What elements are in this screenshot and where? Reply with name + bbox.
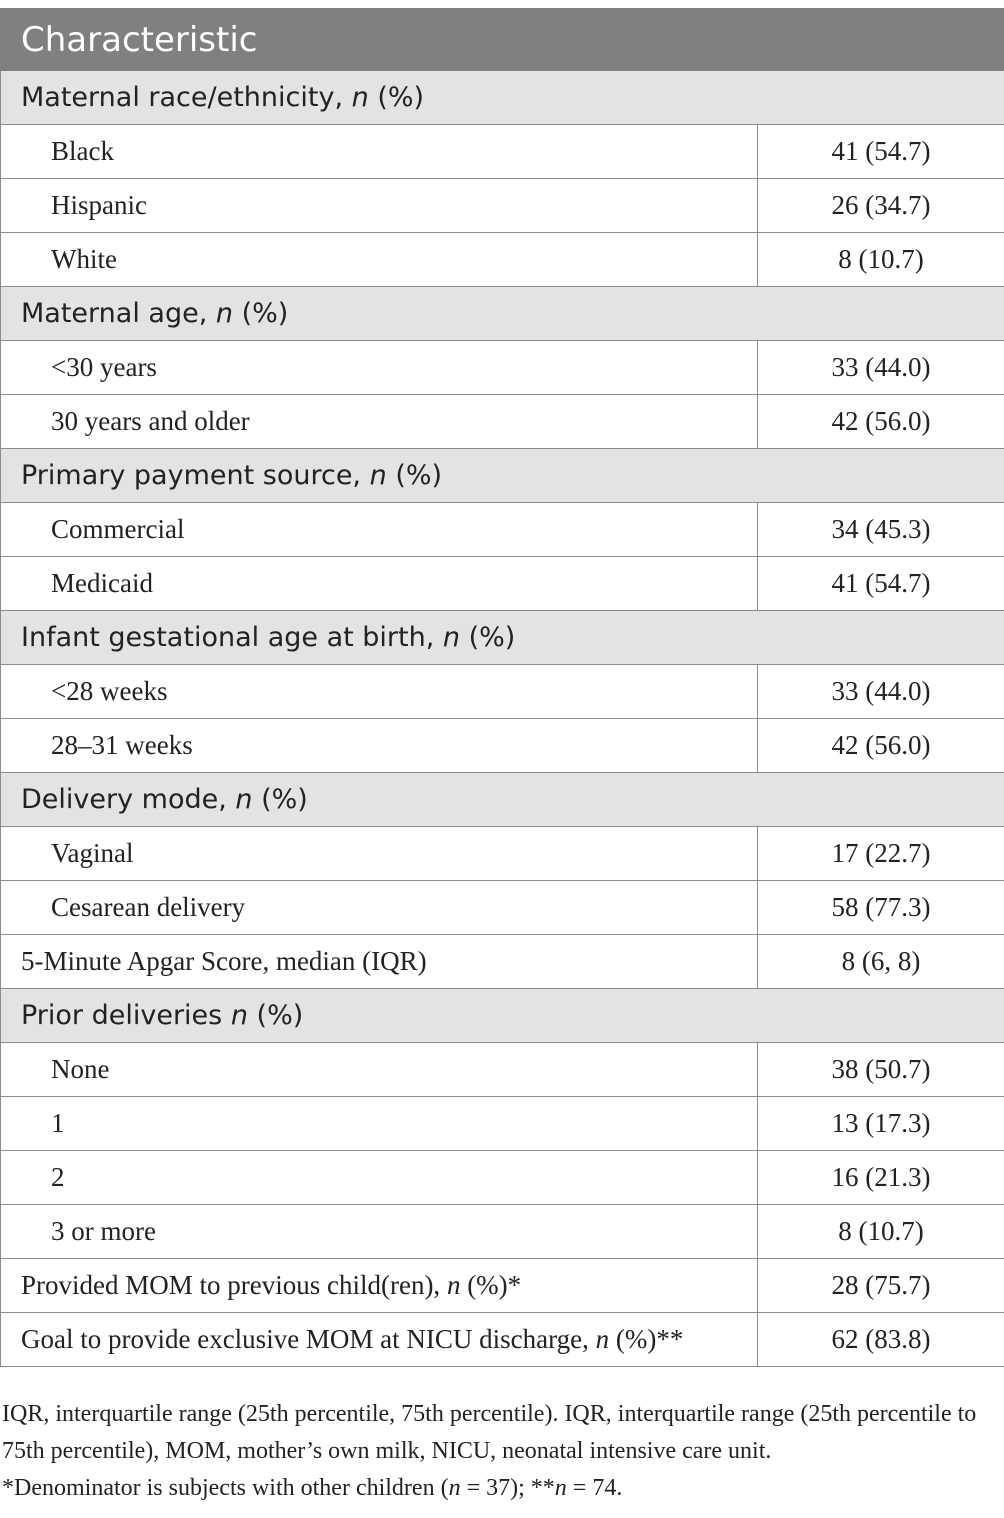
section-row (1, 611, 1004, 665)
table-row (1, 1205, 1004, 1259)
section-label (1, 611, 1004, 665)
row-value: 41 (54.7) (758, 557, 1004, 611)
section-pct: (%) (233, 298, 289, 329)
row-label: 28–31 weeks (1, 719, 758, 773)
section-text: Prior deliveries (21, 1000, 231, 1031)
section-row (1, 449, 1004, 503)
table-row (1, 935, 1004, 989)
row-label: 2 (1, 1151, 758, 1205)
table-row (1, 125, 1004, 179)
section-label (1, 449, 1004, 503)
row-label: Cesarean delivery (1, 881, 758, 935)
section-text: Infant gestational age at birth, (21, 622, 443, 653)
row-value: 33 (44.0) (758, 665, 1004, 719)
row-label-pct: (%)** (609, 1324, 684, 1354)
section-row (1, 773, 1004, 827)
table-row (1, 179, 1004, 233)
row-label: Hispanic (1, 179, 758, 233)
section-label (1, 71, 1004, 125)
row-label: 5-Minute Apgar Score, median (IQR) (1, 935, 758, 989)
footnote-abbreviations: IQR, interquartile range (25th percentile, 75th percentile). IQR, interquartile range (25th percentile to 75th percentile), MOM, mother’s own milk, NICU, neonatal intensive care unit. (2, 1401, 977, 1464)
row-value: 42 (56.0) (758, 719, 1004, 773)
characteristics-table (0, 8, 1004, 1367)
row-value: 8 (10.7) (758, 233, 1004, 287)
row-label: <28 weeks (1, 665, 758, 719)
row-value: 62 (83.8) (758, 1313, 1004, 1367)
row-value: 8 (10.7) (758, 1205, 1004, 1259)
table-header-row (1, 9, 1004, 71)
section-label (1, 773, 1004, 827)
row-value: 34 (45.3) (758, 503, 1004, 557)
row-label: 30 years and older (1, 395, 758, 449)
row-value: 58 (77.3) (758, 881, 1004, 935)
section-n: n (442, 622, 461, 653)
section-n: n (235, 784, 253, 815)
table-row (1, 1097, 1004, 1151)
section-n: n (230, 1000, 248, 1031)
row-value: 16 (21.3) (758, 1151, 1004, 1205)
section-text: Delivery mode, (21, 784, 236, 815)
table-row (1, 233, 1004, 287)
section-n: n (215, 298, 233, 329)
table-row (1, 719, 1004, 773)
section-row (1, 71, 1004, 125)
row-label-pct: (%)* (460, 1270, 522, 1300)
row-value: 8 (6, 8) (758, 935, 1004, 989)
table-row (1, 557, 1004, 611)
footnote-n: n (554, 1475, 567, 1501)
section-text: Primary payment source, (21, 460, 370, 491)
footnote-text: = 37); ** (460, 1475, 555, 1501)
row-label-text: Goal to provide exclusive MOM at NICU discharge, (21, 1324, 596, 1354)
table-row (1, 1313, 1004, 1367)
table-footnote (2, 1396, 1002, 1507)
section-n: n (369, 460, 387, 491)
section-row (1, 989, 1004, 1043)
table-row (1, 665, 1004, 719)
table-row (1, 395, 1004, 449)
section-label (1, 989, 1004, 1043)
row-label: <30 years (1, 341, 758, 395)
section-text: Maternal race/ethnicity, (21, 82, 352, 113)
row-label: Vaginal (1, 827, 758, 881)
row-label-n: n (446, 1270, 461, 1300)
section-pct: (%) (247, 1000, 304, 1031)
row-label: 1 (1, 1097, 758, 1151)
row-label: White (1, 233, 758, 287)
row-value: 28 (75.7) (758, 1259, 1004, 1313)
row-label (1, 1313, 758, 1367)
row-value: 41 (54.7) (758, 125, 1004, 179)
section-pct: (%) (368, 82, 425, 113)
footnote-denominator (2, 1470, 1002, 1507)
section-pct: (%) (460, 622, 516, 653)
row-value: 13 (17.3) (758, 1097, 1004, 1151)
column-header-characteristic: Characteristic (1, 9, 1004, 71)
table-row (1, 341, 1004, 395)
footnote-text: = 74. (566, 1475, 623, 1501)
section-text: Maternal age, (21, 298, 216, 329)
row-value: 38 (50.7) (758, 1043, 1004, 1097)
row-value: 42 (56.0) (758, 395, 1004, 449)
section-label (1, 287, 1004, 341)
row-value: 33 (44.0) (758, 341, 1004, 395)
section-row (1, 287, 1004, 341)
row-label: 3 or more (1, 1205, 758, 1259)
row-label: Black (1, 125, 758, 179)
table-row (1, 503, 1004, 557)
table-row (1, 1151, 1004, 1205)
table-row (1, 881, 1004, 935)
footnote-text: *Denominator is subjects with other children ( (2, 1475, 449, 1501)
section-pct: (%) (252, 784, 308, 815)
row-label-n: n (595, 1324, 610, 1354)
section-pct: (%) (386, 460, 443, 491)
table-row (1, 827, 1004, 881)
row-label-text: Provided MOM to previous child(ren), (21, 1270, 447, 1300)
row-value: 17 (22.7) (758, 827, 1004, 881)
row-label: Medicaid (1, 557, 758, 611)
row-label (1, 1259, 758, 1313)
table-row (1, 1259, 1004, 1313)
row-label: Commercial (1, 503, 758, 557)
row-value: 26 (34.7) (758, 179, 1004, 233)
footnote-n: n (448, 1475, 461, 1501)
row-label: None (1, 1043, 758, 1097)
table-row (1, 1043, 1004, 1097)
section-n: n (351, 82, 369, 113)
